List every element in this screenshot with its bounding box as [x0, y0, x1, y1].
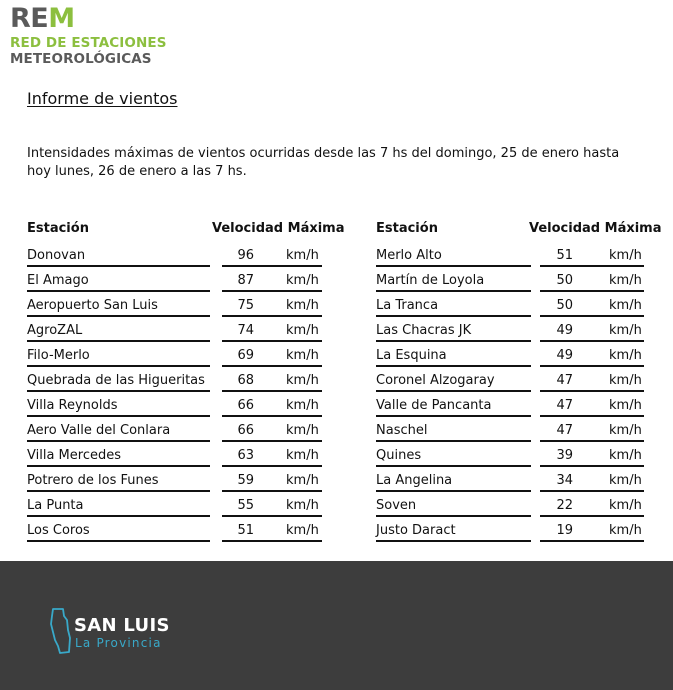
row-underline — [540, 540, 644, 542]
table-row — [27, 493, 337, 518]
row-underline — [540, 515, 644, 517]
station-name: AgroZAL — [27, 323, 83, 338]
row-underline — [27, 465, 210, 467]
station-name: El Amago — [27, 273, 89, 288]
row-underline — [27, 490, 210, 492]
wind-speed-value: 47 — [556, 423, 573, 438]
row-underline — [222, 265, 322, 267]
row-underline — [27, 540, 210, 542]
row-underline — [222, 365, 322, 367]
table-header — [27, 221, 345, 243]
row-underline — [540, 315, 644, 317]
wind-speed-value: 49 — [556, 348, 573, 363]
table-rows — [376, 243, 666, 543]
table-row — [376, 343, 666, 368]
wind-speed-unit: km/h — [609, 498, 642, 513]
table-row — [376, 393, 666, 418]
row-underline — [540, 440, 644, 442]
table-header — [376, 221, 666, 243]
wind-speed-value: 39 — [556, 448, 573, 463]
row-underline — [222, 415, 322, 417]
station-name: Valle de Pancanta — [376, 398, 492, 413]
wind-speed-value: 55 — [237, 498, 254, 513]
row-underline — [376, 415, 531, 417]
row-underline — [376, 515, 531, 517]
wind-speed-unit: km/h — [609, 398, 642, 413]
station-name: Los Coros — [27, 523, 90, 538]
wind-speed-value: 51 — [556, 248, 573, 263]
row-underline — [222, 390, 322, 392]
wind-table-right — [376, 221, 666, 543]
row-underline — [27, 440, 210, 442]
station-name: Quebrada de las Higueritas — [27, 373, 205, 388]
row-underline — [376, 465, 531, 467]
wind-speed-value: 19 — [556, 523, 573, 538]
wind-speed-value: 34 — [556, 473, 573, 488]
station-name: Donovan — [27, 248, 86, 263]
header-speed: Velocidad Máxima — [212, 221, 345, 236]
row-underline — [27, 265, 210, 267]
row-underline — [27, 315, 210, 317]
report-title: Informe de vientos — [27, 89, 178, 108]
row-underline — [222, 440, 322, 442]
wind-speed-value: 69 — [237, 348, 254, 363]
table-row — [376, 318, 666, 343]
table-row — [376, 293, 666, 318]
station-name: Merlo Alto — [376, 248, 442, 263]
wind-speed-value: 49 — [556, 323, 573, 338]
row-underline — [376, 340, 531, 342]
station-name: Las Chacras JK — [376, 323, 472, 338]
station-name: Aeropuerto San Luis — [27, 298, 158, 313]
wind-speed-unit: km/h — [609, 423, 642, 438]
logo-line-2: METEOROLÓGICAS — [10, 51, 152, 67]
table-row — [27, 368, 337, 393]
wind-speed-unit: km/h — [609, 373, 642, 388]
wind-speed-value: 66 — [237, 423, 254, 438]
row-underline — [540, 340, 644, 342]
table-row — [27, 243, 337, 268]
wind-speed-value: 51 — [237, 523, 254, 538]
table-row — [27, 418, 337, 443]
station-name: Coronel Alzogaray — [376, 373, 495, 388]
station-name: La Esquina — [376, 348, 447, 363]
row-underline — [540, 265, 644, 267]
logo-acronym-re: RE — [10, 3, 49, 34]
rem-logo — [10, 3, 167, 67]
table-row — [27, 518, 337, 543]
wind-speed-value: 87 — [237, 273, 254, 288]
wind-speed-value: 74 — [237, 323, 254, 338]
logo-acronym — [10, 3, 167, 35]
row-underline — [376, 365, 531, 367]
wind-speed-value: 96 — [237, 248, 254, 263]
station-name: Aero Valle del Conlara — [27, 423, 171, 438]
table-row — [27, 443, 337, 468]
row-underline — [540, 490, 644, 492]
wind-speed-unit: km/h — [609, 448, 642, 463]
station-name: La Angelina — [376, 473, 453, 488]
table-rows — [27, 243, 337, 543]
wind-speed-unit: km/h — [286, 373, 319, 388]
wind-speed-value: 47 — [556, 373, 573, 388]
wind-speed-unit: km/h — [286, 273, 319, 288]
wind-speed-unit: km/h — [609, 298, 642, 313]
table-row — [376, 368, 666, 393]
row-underline — [376, 440, 531, 442]
logo-acronym-m: M — [48, 3, 75, 34]
table-row — [376, 468, 666, 493]
province-map-icon — [49, 608, 71, 654]
brand-sub: La Provincia — [75, 636, 162, 650]
table-row — [27, 343, 337, 368]
row-underline — [222, 315, 322, 317]
table-row — [376, 493, 666, 518]
wind-speed-value: 22 — [556, 498, 573, 513]
wind-speed-value: 50 — [556, 298, 573, 313]
wind-speed-value: 66 — [237, 398, 254, 413]
wind-speed-unit: km/h — [609, 273, 642, 288]
wind-speed-unit: km/h — [286, 248, 319, 263]
row-underline — [27, 365, 210, 367]
row-underline — [222, 540, 322, 542]
table-row — [376, 418, 666, 443]
row-underline — [376, 490, 531, 492]
wind-speed-unit: km/h — [609, 348, 642, 363]
wind-speed-value: 68 — [237, 373, 254, 388]
row-underline — [376, 265, 531, 267]
header-station: Estación — [27, 221, 89, 236]
row-underline — [27, 515, 210, 517]
wind-speed-unit: km/h — [286, 448, 319, 463]
row-underline — [222, 515, 322, 517]
wind-speed-value: 47 — [556, 398, 573, 413]
wind-speed-unit: km/h — [286, 498, 319, 513]
wind-speed-unit: km/h — [286, 523, 319, 538]
row-underline — [540, 365, 644, 367]
table-row — [376, 443, 666, 468]
header-station: Estación — [376, 221, 438, 236]
table-row — [376, 268, 666, 293]
wind-speed-unit: km/h — [286, 398, 319, 413]
row-underline — [222, 490, 322, 492]
table-row — [27, 468, 337, 493]
station-name: Villa Mercedes — [27, 448, 121, 463]
table-row — [27, 268, 337, 293]
wind-speed-value: 50 — [556, 273, 573, 288]
station-name: La Tranca — [376, 298, 439, 313]
wind-speed-unit: km/h — [609, 523, 642, 538]
station-name: Potrero de los Funes — [27, 473, 159, 488]
row-underline — [540, 390, 644, 392]
row-underline — [27, 390, 210, 392]
row-underline — [376, 290, 531, 292]
station-name: La Punta — [27, 498, 84, 513]
row-underline — [540, 290, 644, 292]
row-underline — [540, 465, 644, 467]
wind-speed-unit: km/h — [286, 348, 319, 363]
table-row — [27, 318, 337, 343]
station-name: Naschel — [376, 423, 428, 438]
station-name: Quines — [376, 448, 422, 463]
station-name: Martín de Loyola — [376, 273, 485, 288]
row-underline — [27, 415, 210, 417]
wind-speed-unit: km/h — [609, 473, 642, 488]
row-underline — [222, 290, 322, 292]
wind-speed-value: 63 — [237, 448, 254, 463]
footer-band — [0, 561, 673, 690]
row-underline — [540, 415, 644, 417]
wind-speed-unit: km/h — [609, 323, 642, 338]
station-name: Justo Daract — [376, 523, 456, 538]
row-underline — [27, 340, 210, 342]
report-intro: Intensidades máximas de vientos ocurridas desde las 7 hs del domingo, 25 de enero hasta hoy lunes, 26 de enero a las 7 hs. — [27, 146, 620, 179]
row-underline — [222, 340, 322, 342]
table-row — [27, 293, 337, 318]
wind-speed-unit: km/h — [609, 248, 642, 263]
logo-line-1: RED DE ESTACIONES — [10, 35, 167, 51]
wind-speed-value: 75 — [237, 298, 254, 313]
station-name: Villa Reynolds — [27, 398, 118, 413]
row-underline — [376, 315, 531, 317]
table-row — [376, 243, 666, 268]
wind-speed-unit: km/h — [286, 423, 319, 438]
wind-speed-unit: km/h — [286, 298, 319, 313]
wind-table-left — [27, 221, 345, 543]
station-name: Filo-Merlo — [27, 348, 90, 363]
row-underline — [222, 465, 322, 467]
brand-main: SAN LUIS — [74, 615, 170, 636]
row-underline — [27, 290, 210, 292]
station-name: Soven — [376, 498, 417, 513]
row-underline — [376, 390, 531, 392]
header-speed: Velocidad Máxima — [529, 221, 662, 236]
row-underline — [376, 540, 531, 542]
table-row — [376, 518, 666, 543]
wind-speed-unit: km/h — [286, 473, 319, 488]
wind-speed-unit: km/h — [286, 323, 319, 338]
table-row — [27, 393, 337, 418]
wind-speed-value: 59 — [237, 473, 254, 488]
